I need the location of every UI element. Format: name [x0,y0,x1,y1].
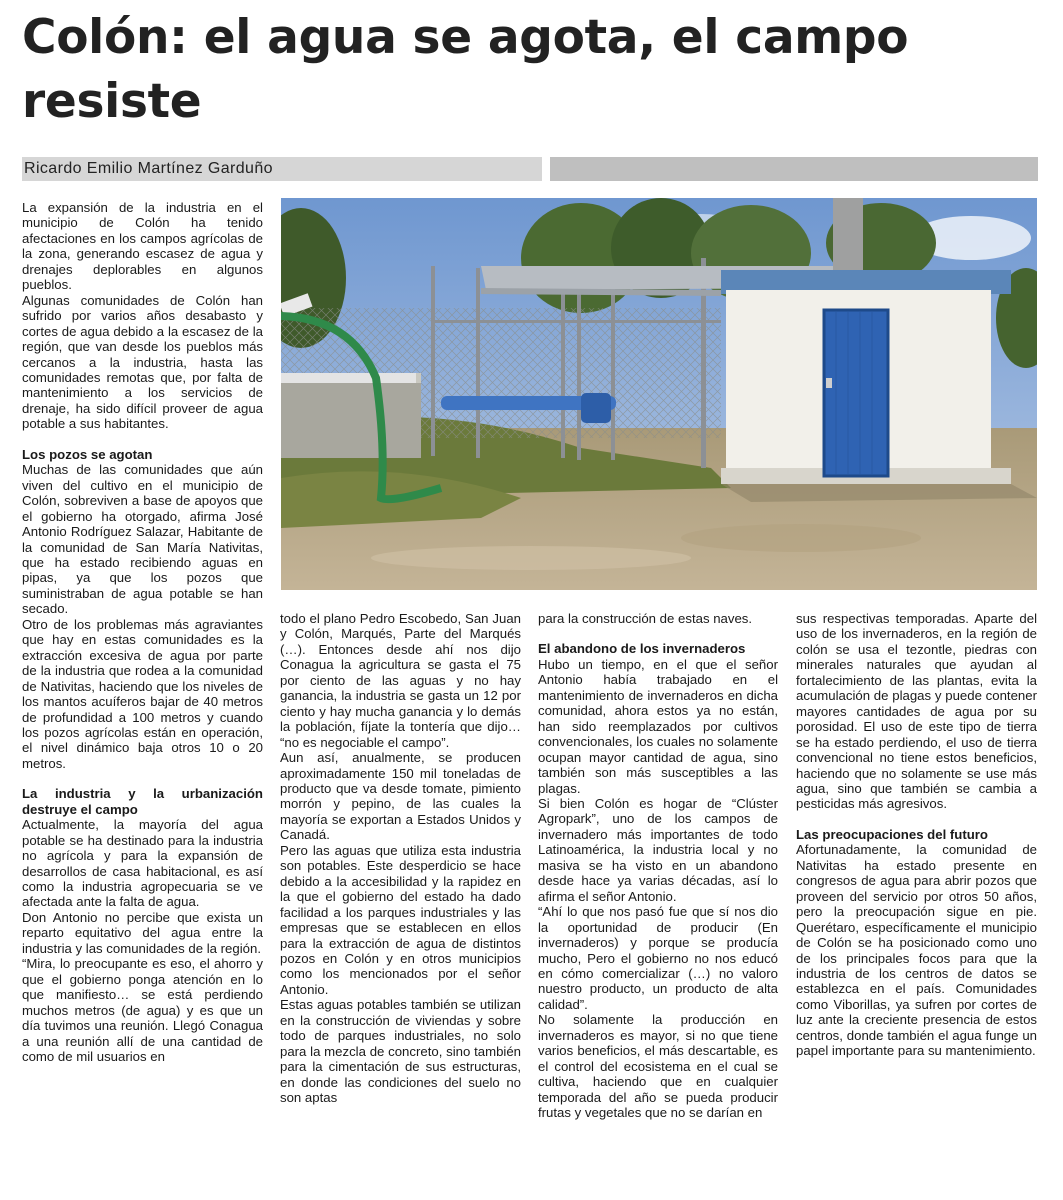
paragraph: para la construcción de estas naves. [538,611,753,626]
paragraph: “Ahí lo que nos pasó fue que sí nos dio la oportunidad de producir (En invernaderos) y porque se producía mucho, Pero el gobierno no nos educó en cómo comercializar (…) no valoro nuestro producto, un producto de alta calidad”. [538,904,778,1012]
paragraph: Hubo un tiempo, en el que el señor Antonio había trabajado en el mantenimiento de invernaderos en dicha comunidad, ahora estos ya no están, han sido reemplazados por cultivos convencionales, los cuales no solamente ocupan mayor cantidad de agua, sino también son más susceptibles a las plagas. [538,656,778,796]
column-1 [22,200,263,1064]
section-heading: La industria y la urbanización destruye el campo [22,786,263,817]
author-name: Ricardo Emilio Martínez Garduño [24,160,273,177]
column-4 [796,611,1037,1059]
section-heading: El abandono de los invernaderos [538,641,746,657]
column-2 [280,611,521,1106]
paragraph: Otro de los problemas más agraviantes que hay en estas comunidades es la extracción excesiva de agua por parte de la industria que rodea a la comunidad de Nativitas, haciendo que los niveles de los mantos acuíferos bajar de 40 metros de profundidad a 100 metros y cuando los pozos agrícolas están en operación, el nivel dinámico baja otros 10 o 20 metros. [22,616,263,771]
paragraph: todo el plano Pedro Escobedo, San Juan y Colón, Marqués, Parte del Marqués (…). Entonces desde ahí nos dijo Conagua la agricultura se gasta el 75 por ciento de las aguas y no hay ganancia, la industria se gasta un 12 por ciento y hay mucha ganancia y lo demás la población, fíjate la tontería que dijo… “no es negociable el campo”. [280,611,521,750]
paragraph: Pero las aguas que utiliza esta industria son potables. Este desperdicio se hace debido a la accesibilidad y la rapidez en la que el gobierno del estado ha dado facilidad a los parques industriales y las empresas que se establecen en ellos para la extracción de agua de distintos pozos en Colón y en otros municipios como los mencionados por el señor Antonio. [280,842,521,997]
paragraph: Algunas comunidades de Colón han sufrido por varios años desabasto y cortes de agua debido a la escasez de la región, que van desde los pueblos más cercanos a la industria, hasta las comunidades remotas que, por falta de mantenimiento a los servicios de drenaje, ha sido difícil proveer de agua potable a sus habitantes. [22,292,263,432]
paragraph: sus respectivas temporadas. Aparte del uso de los invernaderos, en la región de colón se usa el tezontle, piedras con minerales naturales que ayudan al fortalecimiento de las plantas, evita la acumulación de plagas y puede contener mayores cantidades de agua por su porosidad. El uso de este tipo de tierra se ha estado perdiendo, el uso de tierra convencional no tiene estos beneficios, haciendo que no solamente se use más agua, sino que también se cambia a pesticidas más agresivos. [796,611,1037,812]
byline-bar-right [550,157,1038,181]
paragraph: Muchas de las comunidades que aún viven del cultivo en el municipio de Colón, sobreviven a base de apoyos que el gobierno ha otorgado, afirma José Antonio Rodríguez Salazar, Habitante de la comunidad de San María Nativitas, que ha estado recibiendo aguas en pipas, ya que los pozos que suministraban de agua potable se han secado. [22,462,263,617]
section-heading: Los pozos se agotan [22,446,153,462]
article-photo [281,198,1037,590]
section-heading: Las preocupaciones del futuro [796,826,988,842]
paragraph: No solamente la producción en invernaderos es mayor, si no que tiene varios beneficios, el más descartable, es el control del ecosistema en el cual se cultiva, haciendo que en cualquier temporada del año se pueda producir frutas y vegetales que no se darían en [538,1012,778,1121]
article-title: Colón: el agua se agota, el campo resiste [22,10,909,129]
byline-bar [22,157,1038,181]
paragraph: Aun así, anualmente, se producen aproximadamente 150 mil toneladas de producto que va desde tomate, pimiento morrón y pepino, de las cuales la mayoría se exportan a Estados Unidos y Canadá. [280,750,521,843]
paragraph: Afortunadamente, la comunidad de Nativitas ha estado presente en congresos de agua para abrir pozos que proveen del servicio por otros 50 años, pero la preocupación sigue en pie. Querétaro, específicamente el municipio de Colón se ha posicionado como uno de los principales focos para que la industria de los centros de datos se establezca en el país. Comunidades como Viborillas, ya sufren por cortes de luz ante la creciente presencia de estos centros, donde también el agua funge un papel importante para su mantenimiento. [796,842,1037,1059]
paragraph: La expansión de la industria en el municipio de Colón ha tenido afectaciones en los campos agrícolas de la zona, generando escasez de agua y drenajes deplorables en algunos pueblos. [22,200,263,293]
paragraph: Si bien Colón es hogar de “Clúster Agropark”, uno de los campos de invernadero más importantes de todo Latinoamérica, la industria local y no masiva se ha visto en un abandono desde hace ya varias décadas, así lo afirma el señor Antonio. [538,795,778,904]
paragraph: “Mira, lo preocupante es eso, el ahorro y que el gobierno ponga atención en lo que manifiesto… se está perdiendo muchos metros (de agua) y es que un día tuvimos una reunión. Llegó Conagua a una reunión allí de una cantidad de como de mil usuarios en [22,956,263,1065]
well-house-photo [281,198,1037,590]
paragraph: Actualmente, la mayoría del agua potable se ha destinado para la industria no agrícola y para la expansión de desarrollos de casa habitacional, es así como la industria agropecuaria se ve afectada ante la falta de agua. [22,817,263,910]
column-3 [538,611,778,1121]
paragraph: Estas aguas potables también se utilizan en la construcción de viviendas y sobre todo de parques industriales, no solo para la mezcla de concreto, sino también para la cimentación de sus estructuras, en donde las condiciones del suelo no son aptas [280,997,521,1106]
paragraph: Don Antonio no percibe que exista un reparto equitativo del agua entre la industria y las comunidades de la región. [22,909,263,956]
